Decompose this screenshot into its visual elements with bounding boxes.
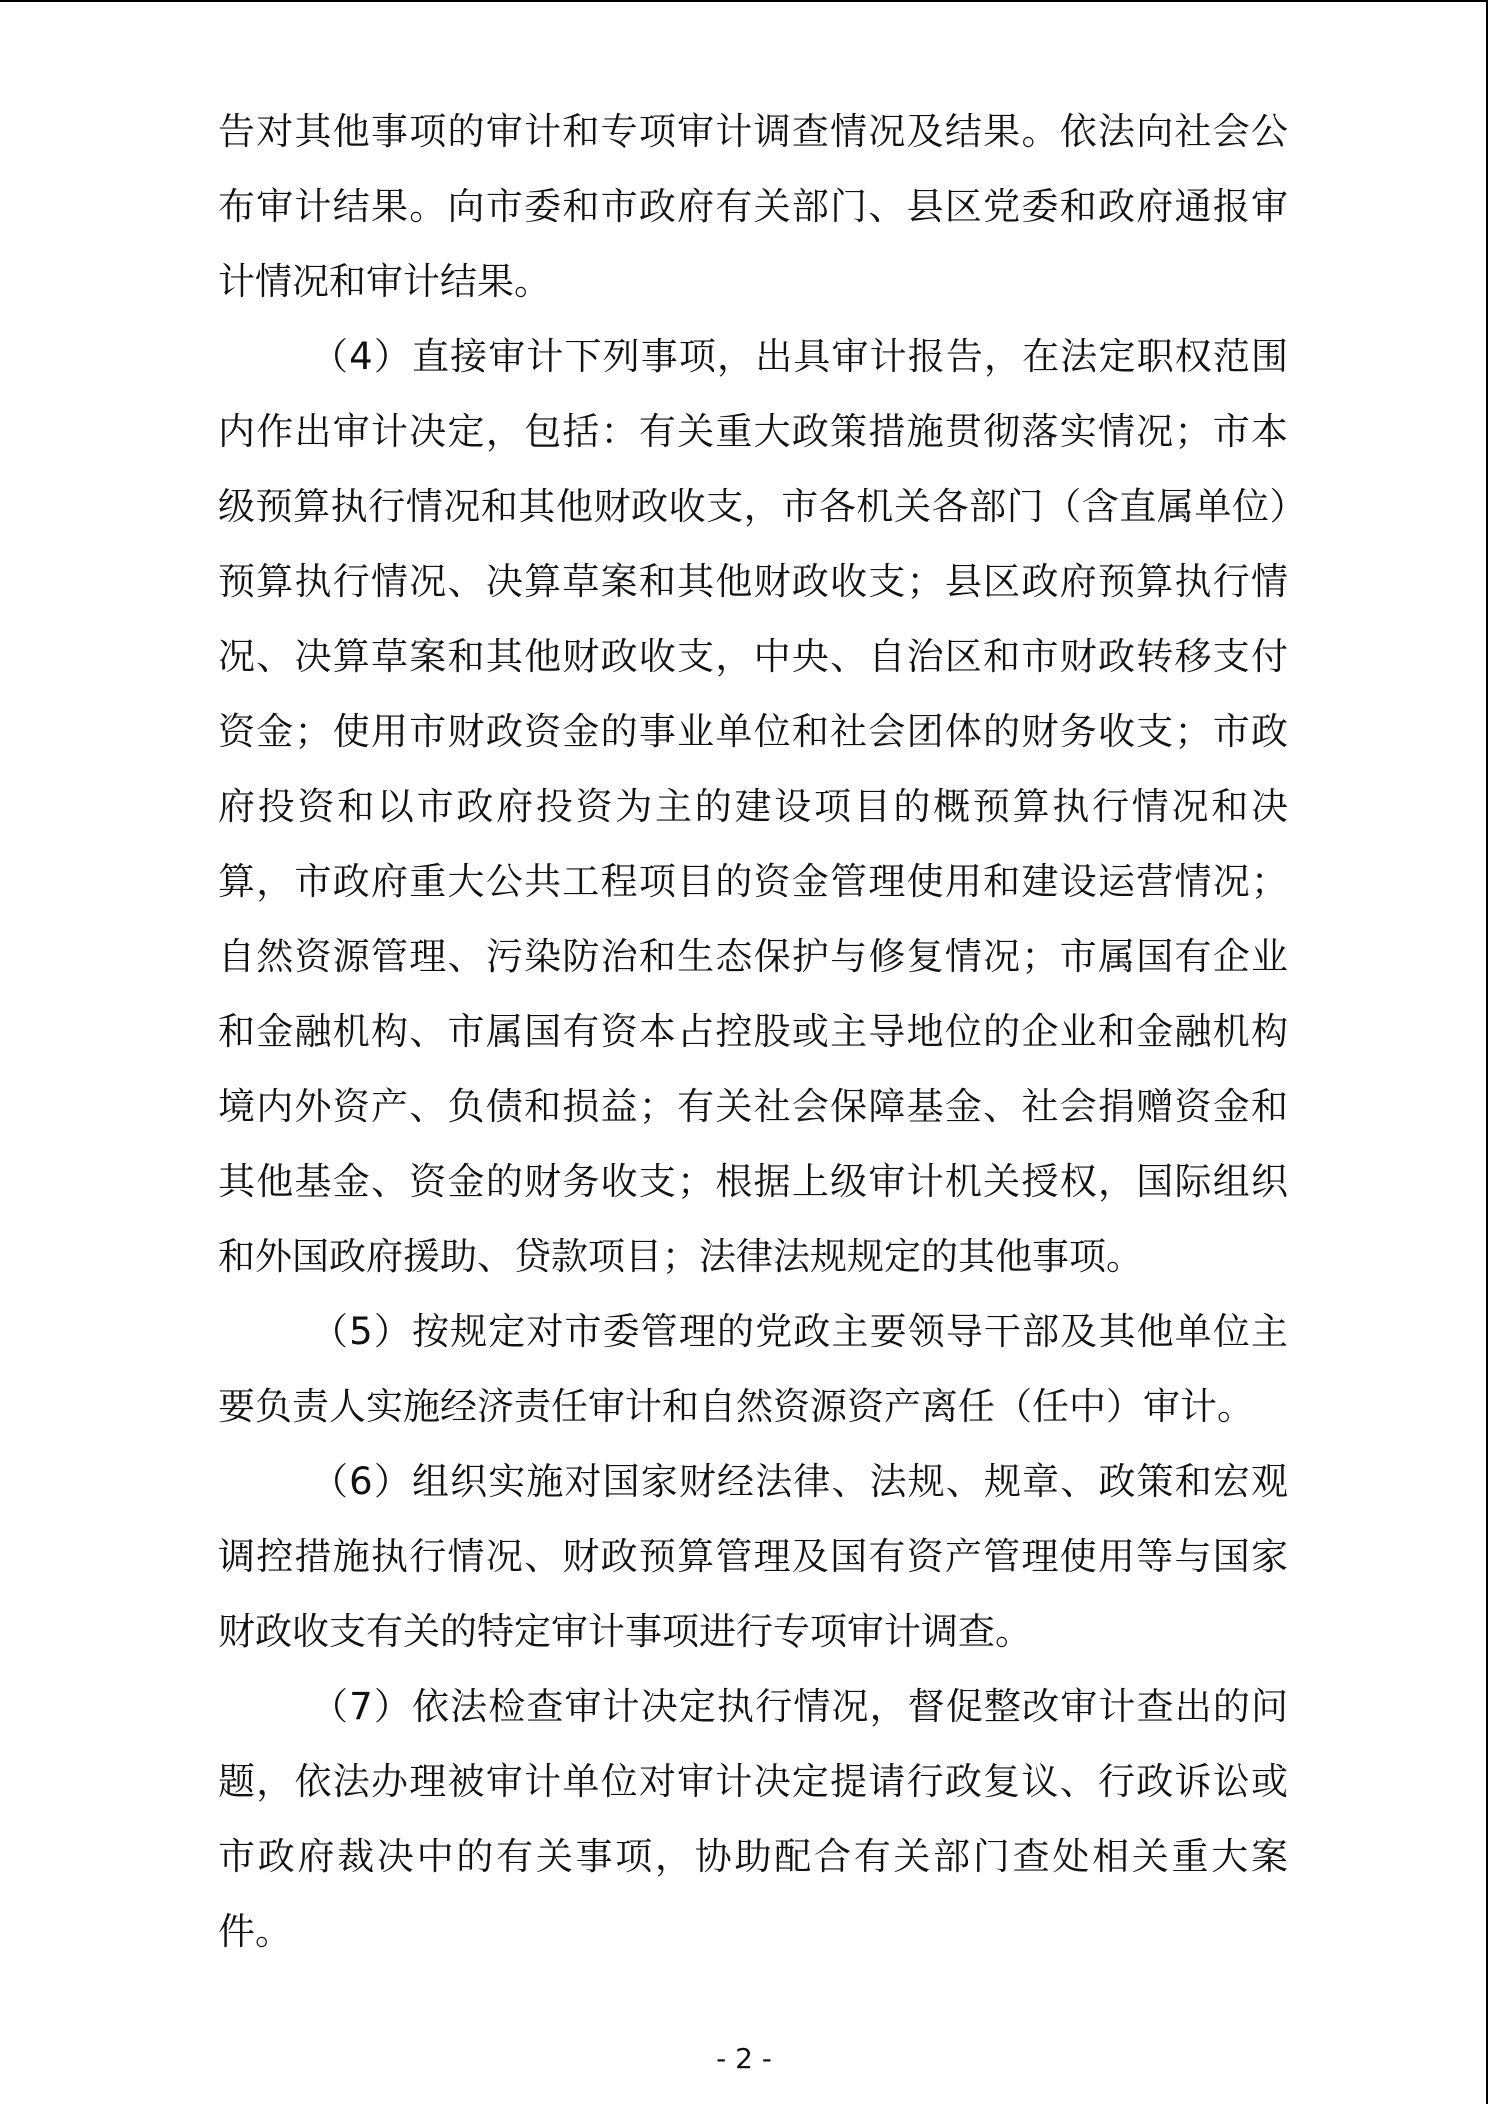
paragraph-continuation: 告对其他事项的审计和专项审计调查情况及结果。依法向社会公布审计结果。向市委和市政府有关部门、县区党委和政府通报审计情况和审计结果。 <box>218 110 1288 303</box>
paragraph-item-4: （4）直接审计下列事项，出具审计报告，在法定职权范围内作出审计决定，包括：有关重大政策措施贯彻落实情况；市本级预算执行情况和其他财政收支，市各机关各部门（含直属单位）预算执行情况、决算草案和其他财政收支；县区政府预算执行情况、决算草案和其他财政收支，中央、自治区和市财政转移支付资金；使用市财政资金的事业单位和社会团体的财务收支；市政府投资和以市政府投资为主的建设项目的概预算执行情况和决算，市政府重大公共工程项目的资金管理使用和建设运营情况；自然资源管理、污染防治和生态保护与修复情况；市属国有企业和金融机构、市属国有资本占控股或主导地位的企业和金融机构境内外资产、负债和损益；有关社会保障基金、社会捐赠资金和其他基金、资金的财务收支；根据上级审计机关授权，国际组织和外国政府援助、贷款项目；法律法规规定的其他事项。 <box>218 335 1288 1278</box>
paragraph-item-7: （7）依法检查审计决定执行情况，督促整改审计查出的问题，依法办理被审计单位对审计决定提请行政复议、行政诉讼或市政府裁决中的有关事项，协助配合有关部门查处相关重大案件。 <box>218 1685 1288 1953</box>
document-body <box>218 94 1288 1969</box>
paragraph-item-6: （6）组织实施对国家财经法律、法规、规章、政策和宏观调控措施执行情况、财政预算管理及国有资产管理使用等与国家财政收支有关的特定审计事项进行专项审计调查。 <box>218 1460 1288 1653</box>
page-number: - 2 - <box>716 2042 772 2075</box>
paragraph-item-5: （5）按规定对市委管理的党政主要领导干部及其他单位主要负责人实施经济责任审计和自然资源资产离任（任中）审计。 <box>218 1310 1288 1428</box>
